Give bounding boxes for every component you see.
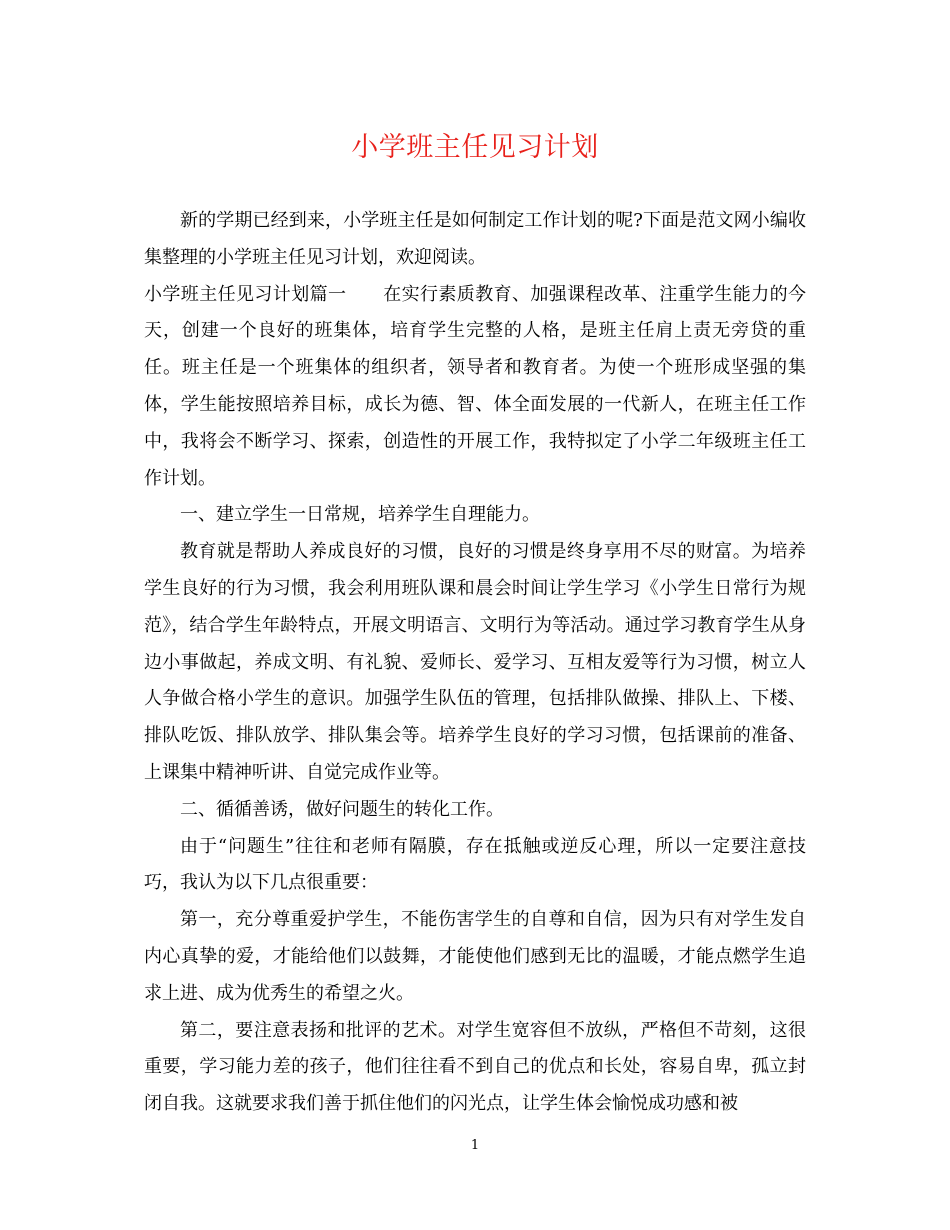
paragraph-intro: 新的学期已经到来，小学班主任是如何制定工作计划的呢?下面是范文网小编收集整理的小学班主任见习计划，欢迎阅读。 [144,210,806,268]
heading-section-one: 一、建立学生一日常规，培养学生自理能力。 [180,504,540,526]
paragraph-point-one: 第一，充分尊重爱护学生，不能伤害学生的自尊和自信，因为只有对学生发自内心真挚的爱，才能给他们以鼓舞，才能使他们感到无比的温暖，才能点燃学生追求上进、成为优秀生的希望之火。 [144,909,806,1004]
document-body [144,203,806,1123]
paragraph-part-one: 小学班主任见习计划篇一 在实行素质教育、加强课程改革、注重学生能力的今天，创建一个良好的班集体，培育学生完整的人格，是班主任肩上责无旁贷的重任。班主任是一个班集体的组织者，领导者和教育者。为使一个班形成坚强的集体，学生能按照培养目标，成长为德、智、体全面发展的一代新人，在班主任工作中，我将会不断学习、探索，创造性的开展工作，我特拟定了小学二年级班主任工作计划。 [144,283,806,489]
page-number: 1 [470,1138,480,1153]
paragraph-point-two: 第二，要注意表扬和批评的艺术。对学生宽容但不放纵，严格但不苛刻，这很重要，学习能力差的孩子，他们往往看不到自己的优点和长处，容易自卑，孤立封闭自我。这就要求我们善于抓住他们的闪光点，让学生体会愉悦成功感和被 [144,1019,806,1115]
document-title: 小学班主任见习计划 [351,132,599,163]
heading-section-two: 二、循循善诱，做好问题生的转化工作。 [180,798,504,820]
paragraph-habits: 教育就是帮助人养成良好的习惯，良好的习惯是终身享用不尽的财富。为培养学生良好的行为习惯，我会利用班队课和晨会时间让学生学习《小学生日常行为规范》，结合学生年龄特点，开展文明语言、文明行为等活动。通过学习教育学生从身边小事做起，养成文明、有礼貌、爱师长、爱学习、互相友爱等行为习惯，树立人人争做合格小学生的意识。加强学生队伍的管理，包括排队做操、排队上、下楼、排队吃饭、排队放学、排队集会等。培养学生良好的学习习惯，包括课前的准备、上课集中精神听讲、自觉完成作业等。 [144,541,806,783]
paragraph-problem-students: 由于“问题生”往往和老师有隔膜，存在抵触或逆反心理，所以一定要注意技巧，我认为以下几点很重要： [144,835,806,894]
